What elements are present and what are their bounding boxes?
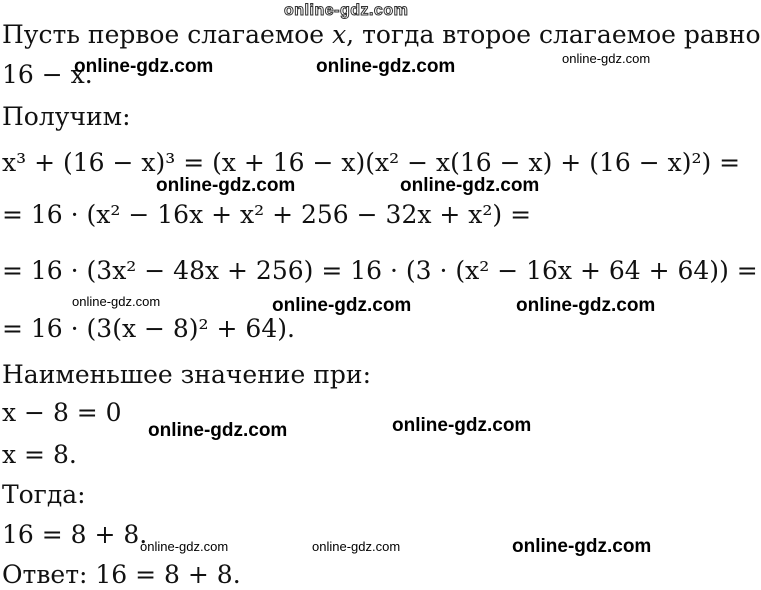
intro-text: Пусть первое слагаемое xyxy=(2,20,333,49)
formula-row-3: = 16 · (3x² − 48x + 256) = 16 · (3 · (x² − 16x + 64 + 64)) = xyxy=(2,256,758,285)
equation-1: x − 8 = 0 xyxy=(2,398,122,427)
formula-row-2: = 16 · (x² − 16x + x² + 256 − 32x + x²) = xyxy=(2,200,532,229)
formula-row-1: x³ + (16 − x)³ = (x + 16 − x)(x² − x(16 − x) + (16 − x)²) = xyxy=(2,148,741,177)
watermark: online-gdz.com xyxy=(392,415,532,436)
watermark: online-gdz.com xyxy=(562,51,651,66)
watermark: online-gdz.com xyxy=(516,295,656,316)
sum-line: 16 = 8 + 8. xyxy=(2,520,148,549)
watermark: online-gdz.com xyxy=(272,295,412,316)
answer-line: Ответ: 16 = 8 + 8. xyxy=(2,560,241,589)
get-label: Получим: xyxy=(2,102,131,131)
watermark: online-gdz.com xyxy=(140,539,229,554)
then-label: Тогда: xyxy=(2,480,86,509)
watermark: online-gdz.com xyxy=(400,175,540,196)
watermark: online-gdz.com xyxy=(74,56,214,77)
watermark: online-gdz.com xyxy=(156,175,296,196)
formula-row-4: = 16 · (3(x − 8)² + 64). xyxy=(2,314,295,343)
watermark-top: online-gdz.com xyxy=(284,2,409,19)
equation-2: x = 8. xyxy=(2,440,77,469)
watermark: online-gdz.com xyxy=(512,536,652,557)
watermark: online-gdz.com xyxy=(312,539,401,554)
watermark: online-gdz.com xyxy=(316,56,456,77)
min-label: Наименьшее значение при: xyxy=(2,360,372,389)
intro-line-2: 16 − x. xyxy=(2,60,93,89)
watermark: online-gdz.com xyxy=(72,294,161,309)
intro-text-end: , тогда второе слагаемое равно xyxy=(346,20,761,49)
intro-line-1 xyxy=(2,20,761,50)
intro-variable: x xyxy=(332,20,347,49)
watermark: online-gdz.com xyxy=(148,420,288,441)
